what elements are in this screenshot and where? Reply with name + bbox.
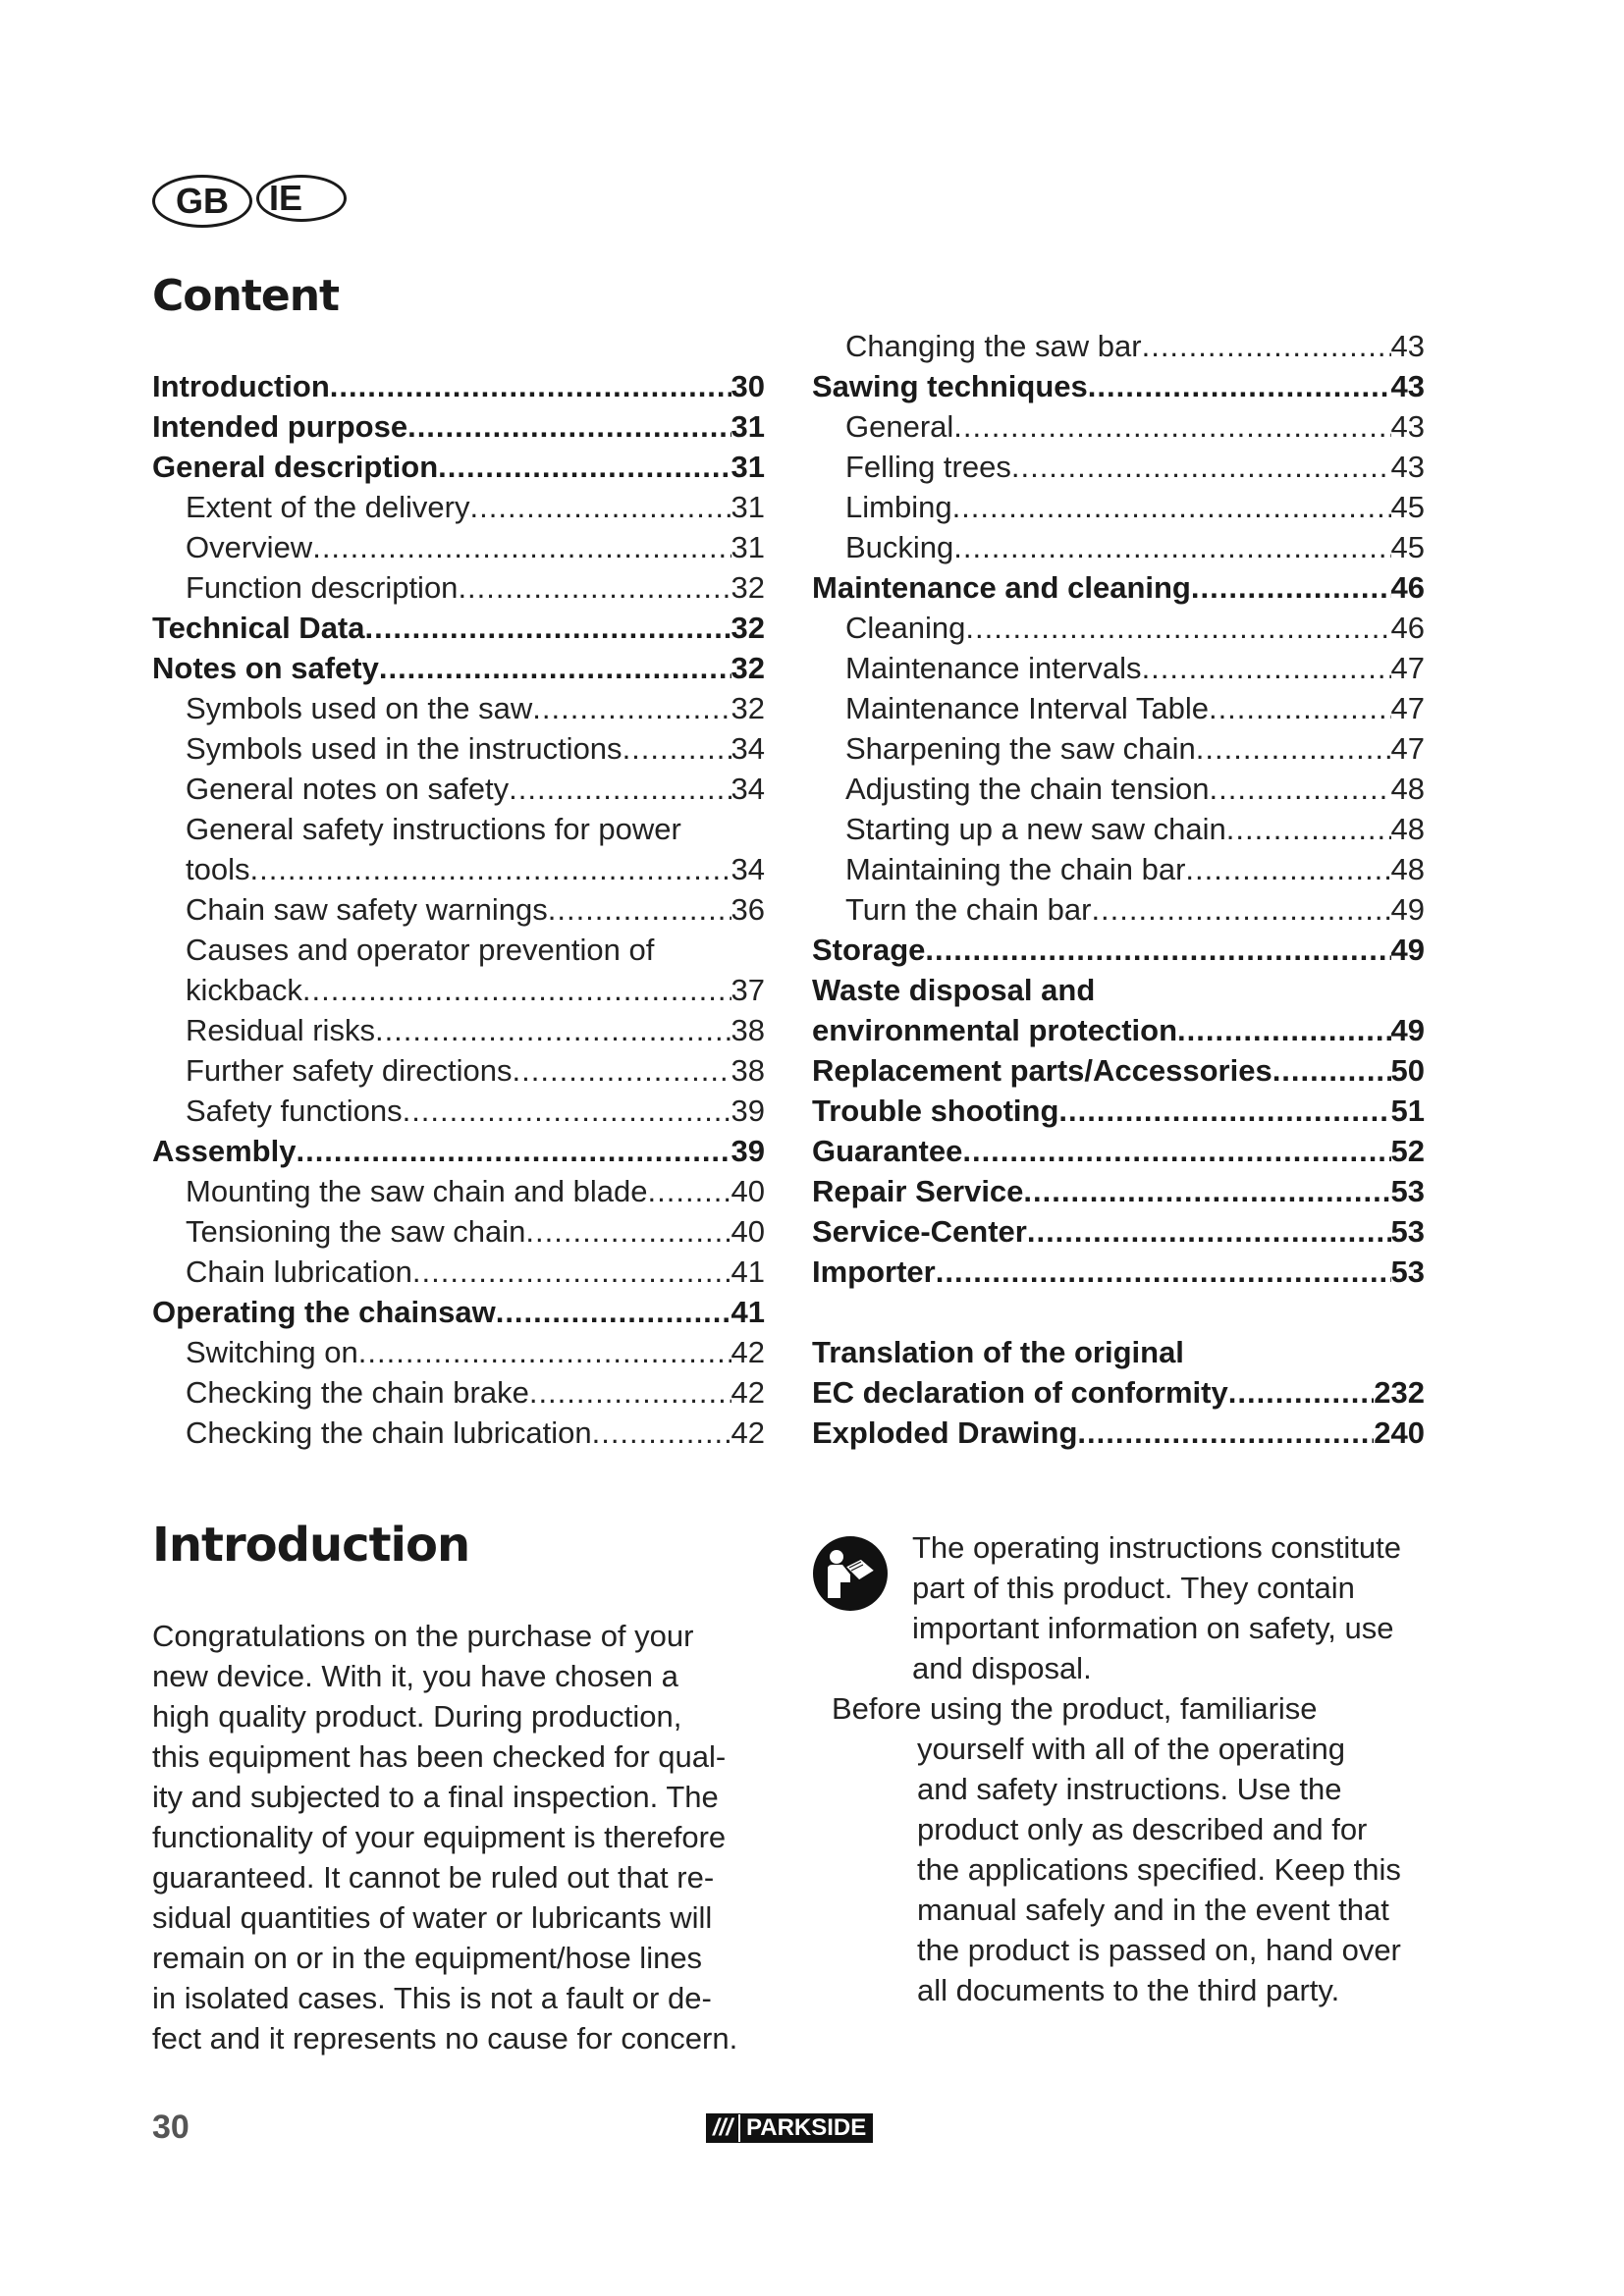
toc-page-number: 42 [731, 1375, 765, 1410]
toc-dot-leader [648, 1171, 731, 1211]
toc-entry[interactable] [152, 970, 765, 1010]
toc-dot-leader [936, 1252, 1391, 1292]
toc-entry-line [812, 970, 1425, 1010]
toc-page-number: 232 [1374, 1375, 1425, 1410]
toc-dot-leader [1177, 1010, 1390, 1050]
text-line: the applications specified. Keep this [917, 1852, 1401, 1887]
text-line: ity and subjected to a final inspection. The [152, 1780, 719, 1814]
toc-entry-label: Checking the chain brake [186, 1375, 529, 1410]
country-badges [152, 175, 347, 228]
toc-dot-leader [953, 527, 1390, 567]
text-line: new device. With it, you have chosen a [152, 1659, 678, 1693]
toc-dot-leader [312, 527, 731, 567]
toc-page-number: 43 [1390, 369, 1425, 403]
toc-dot-leader [525, 1211, 731, 1252]
toc-entry-label: Technical Data [152, 611, 365, 645]
toc-dot-leader [1058, 1091, 1390, 1131]
toc-page-number: 42 [731, 1335, 765, 1369]
toc-entry[interactable] [152, 366, 765, 406]
toc-dot-leader [953, 406, 1390, 447]
toc-page-number: 34 [731, 772, 765, 806]
toc-entry[interactable] [812, 648, 1425, 688]
toc-entry-label: Maintaining the chain bar [845, 852, 1186, 886]
toc-dot-leader [403, 1091, 731, 1131]
toc-entry-label: Service-Center [812, 1214, 1027, 1249]
toc-page-number: 31 [731, 530, 765, 564]
toc-dot-leader [513, 1050, 731, 1091]
toc-entry[interactable] [152, 1131, 765, 1171]
toc-entry-label: Mounting the saw chain and blade [186, 1174, 648, 1208]
toc-entry[interactable] [152, 1091, 765, 1131]
toc-entry-label: tools [186, 852, 250, 886]
toc-dot-leader [1228, 1372, 1375, 1413]
toc-entry-label: Replacement parts/Accessories [812, 1053, 1272, 1088]
toc-page-number: 38 [731, 1053, 765, 1088]
toc-entry-label: Starting up a new saw chain [845, 812, 1226, 846]
toc-dot-leader [1142, 326, 1391, 366]
toc-entry[interactable] [812, 1050, 1425, 1091]
toc-entry-label: Switching on [186, 1335, 358, 1369]
toc-entry[interactable] [152, 1372, 765, 1413]
toc-dot-leader [962, 1131, 1390, 1171]
toc-dot-leader [1077, 1413, 1374, 1453]
toc-dot-leader [1196, 728, 1391, 769]
toc-page-number: 31 [731, 450, 765, 484]
toc-dot-leader [623, 728, 731, 769]
toc-entry-label: Adjusting the chain tension [845, 772, 1210, 806]
toc-entry-label: Chain lubrication [186, 1255, 412, 1289]
toc-entry-label: Operating the chainsaw [152, 1295, 496, 1329]
toc-page-number: 53 [1390, 1255, 1425, 1289]
toc-page-number: 36 [731, 892, 765, 927]
toc-entry[interactable] [152, 648, 765, 688]
toc-page-number: 43 [1390, 450, 1425, 484]
introduction-heading: Introduction [152, 1518, 470, 1573]
toc-dot-leader [1209, 688, 1391, 728]
toc-dot-leader [358, 1332, 731, 1372]
toc-entry[interactable] [152, 487, 765, 527]
toc-page-number: 50 [1390, 1053, 1425, 1088]
text-line: manual safely and in the event that [917, 1893, 1389, 1927]
toc-entry-label: Repair Service [812, 1174, 1024, 1208]
toc-entry-label: Symbols used in the instructions [186, 731, 623, 766]
toc-page-number: 32 [731, 570, 765, 605]
toc-entry-label: Guarantee [812, 1134, 963, 1168]
toc-dot-leader [375, 1010, 731, 1050]
toc-dot-leader [965, 608, 1390, 648]
toc-entry-label: Changing the saw bar [845, 329, 1142, 363]
logo-text: PARKSIDE [746, 2114, 867, 2141]
toc-dot-leader [1210, 769, 1391, 809]
text-line: guaranteed. It cannot be ruled out that re- [152, 1860, 715, 1895]
toc-dot-leader [249, 849, 731, 889]
toc-entry[interactable] [152, 1050, 765, 1091]
toc-entry-label: EC declaration of conformity [812, 1375, 1228, 1410]
introduction-text [152, 1616, 737, 2058]
toc-entry[interactable] [812, 1252, 1425, 1292]
toc-entry[interactable] [812, 406, 1425, 447]
toc-entry-label: Trouble shooting [812, 1094, 1059, 1128]
toc-entry[interactable] [152, 1252, 765, 1292]
text-line: fect and it represents no cause for concern. [152, 2021, 738, 2056]
toc-entry-label: Turn the chain bar [845, 892, 1092, 927]
toc-dot-leader [302, 970, 731, 1010]
text-line: Before using the product, familiarise [832, 1691, 1318, 1726]
toc-dot-leader [379, 648, 731, 688]
text-line: all documents to the third party. [917, 1973, 1340, 2007]
toc-entry-label: Limbing [845, 490, 952, 524]
toc-page-number: 32 [731, 651, 765, 685]
toc-entry[interactable] [152, 688, 765, 728]
toc-dot-leader [529, 1372, 731, 1413]
toc-page-number: 47 [1390, 691, 1425, 725]
toc-entry-label: Maintenance and cleaning [812, 570, 1191, 605]
toc-entry-label: Sharpening the saw chain [845, 731, 1196, 766]
toc-entry[interactable] [152, 769, 765, 809]
toc-entry[interactable] [812, 769, 1425, 809]
toc-entry[interactable] [152, 1171, 765, 1211]
toc-page-number: 30 [731, 369, 765, 403]
toc-dot-leader [1091, 889, 1390, 930]
toc-dot-leader [296, 1131, 731, 1171]
toc-entry-label: Notes on safety [152, 651, 379, 685]
text-line: functionality of your equipment is therefore [152, 1820, 727, 1854]
toc-dot-leader [458, 567, 731, 608]
toc-entry-label: Tensioning the saw chain [186, 1214, 526, 1249]
toc-entry-label: Assembly [152, 1134, 297, 1168]
toc-dot-leader [925, 930, 1390, 970]
toc-entry[interactable] [812, 527, 1425, 567]
toc-page-number: 49 [1390, 1013, 1425, 1047]
text-line: high quality product. During production, [152, 1699, 682, 1734]
toc-page-number: 53 [1390, 1214, 1425, 1249]
toc-entry[interactable] [812, 1372, 1425, 1413]
toc-page-number: 43 [1390, 409, 1425, 444]
toc-entry-label: Further safety directions [186, 1053, 513, 1088]
toc-dot-leader [1023, 1171, 1390, 1211]
text-line: and safety instructions. Use the [917, 1772, 1342, 1806]
toc-entry-label: Symbols used on the saw [186, 691, 533, 725]
toc-entry[interactable] [152, 406, 765, 447]
toc-entry-label: Storage [812, 933, 926, 967]
toc-entry[interactable] [812, 1171, 1425, 1211]
content-heading: Content [152, 271, 340, 321]
toc-dot-leader [438, 447, 731, 487]
toc-entry-label: Residual risks [186, 1013, 375, 1047]
toc-page-number: 32 [731, 611, 765, 645]
toc-dot-leader [1191, 567, 1391, 608]
page-number: 30 [152, 2109, 189, 2146]
toc-entry[interactable] [152, 849, 765, 889]
text-line: product only as described and for [917, 1812, 1368, 1846]
toc-page-number: 41 [731, 1295, 765, 1329]
toc-entry-line [152, 930, 765, 970]
toc-page-number: 53 [1390, 1174, 1425, 1208]
toc-entry-label: Importer [812, 1255, 936, 1289]
toc-entry[interactable] [812, 688, 1425, 728]
toc-entry-label: Overview [186, 530, 313, 564]
toc-entry[interactable] [812, 487, 1425, 527]
toc-entry[interactable] [812, 809, 1425, 849]
toc-dot-leader [592, 1413, 731, 1453]
parkside-logo [706, 2113, 873, 2143]
toc-entry[interactable] [152, 728, 765, 769]
toc-entry[interactable] [152, 527, 765, 567]
toc-entry[interactable] [812, 366, 1425, 406]
toc-entry[interactable] [812, 1131, 1425, 1171]
text-line: important information on safety, use [912, 1611, 1394, 1645]
text-line: yourself with all of the operating [917, 1732, 1345, 1766]
toc-page-number: 42 [731, 1415, 765, 1450]
toc-dot-leader [412, 1252, 731, 1292]
text-line: The operating instructions constitute [912, 1530, 1401, 1565]
toc-page-number: 34 [731, 731, 765, 766]
toc-dot-leader [952, 487, 1391, 527]
toc-dot-leader [509, 769, 731, 809]
text-line: remain on or in the equipment/hose lines [152, 1941, 703, 1975]
toc-page-number: 46 [1390, 611, 1425, 645]
toc-page-number: 31 [731, 490, 765, 524]
toc-entry-label: Translation of the original [812, 1335, 1184, 1369]
toc-dot-leader [407, 406, 731, 447]
toc-page-number: 48 [1390, 812, 1425, 846]
toc-entry[interactable] [812, 930, 1425, 970]
text-line: part of this product. They contain [912, 1571, 1355, 1605]
toc-entry-label: Bucking [845, 530, 954, 564]
toc-entry[interactable] [812, 326, 1425, 366]
toc-entry-label: Causes and operator prevention of [186, 933, 655, 967]
toc-page-number: 41 [731, 1255, 765, 1289]
toc-dot-leader [1027, 1211, 1391, 1252]
toc-entry-label: General safety instructions for power [186, 812, 681, 846]
country-badge-ie: IE [256, 175, 347, 222]
text-line: the product is passed on, hand over [917, 1933, 1401, 1967]
toc-entry[interactable] [152, 1332, 765, 1372]
toc-entry-label: Felling trees [845, 450, 1011, 484]
toc-page-number: 52 [1390, 1134, 1425, 1168]
toc-page-number: 43 [1390, 329, 1425, 363]
toc-entry-label: environmental protection [812, 1013, 1178, 1047]
toc-dot-leader [1185, 849, 1390, 889]
toc-entry-label: Maintenance Interval Table [845, 691, 1209, 725]
toc-page-number: 39 [731, 1134, 765, 1168]
toc-page-number: 38 [731, 1013, 765, 1047]
toc-entry-label: Sawing techniques [812, 369, 1088, 403]
toc-entry-line [152, 809, 765, 849]
toc-entry[interactable] [812, 728, 1425, 769]
toc-entry[interactable] [812, 1211, 1425, 1252]
toc-dot-leader [1088, 366, 1391, 406]
toc-entry[interactable] [812, 1413, 1425, 1453]
toc-entry[interactable] [812, 1010, 1425, 1050]
toc-spacer [812, 1292, 1425, 1332]
toc-page-number: 240 [1374, 1415, 1425, 1450]
toc-entry-label: Exploded Drawing [812, 1415, 1078, 1450]
text-line: sidual quantities of water or lubricants will [152, 1900, 713, 1935]
toc-entry[interactable] [152, 608, 765, 648]
toc-entry-label: Extent of the delivery [186, 490, 470, 524]
toc-dot-leader [532, 688, 731, 728]
toc-entry[interactable] [152, 1211, 765, 1252]
toc-entry[interactable] [812, 447, 1425, 487]
toc-dot-leader [365, 608, 731, 648]
toc-page-number: 32 [731, 691, 765, 725]
toc-page-number: 45 [1390, 530, 1425, 564]
toc-dot-leader [548, 889, 731, 930]
text-line: and disposal. [912, 1651, 1092, 1685]
toc-entry[interactable] [152, 1413, 765, 1453]
toc-dot-leader [470, 487, 731, 527]
toc-entry[interactable] [812, 889, 1425, 930]
toc-entry[interactable] [152, 1010, 765, 1050]
toc-entry-label: General notes on safety [186, 772, 510, 806]
manual-notice-text [832, 1527, 1401, 2010]
toc-page-number: 47 [1390, 731, 1425, 766]
toc-entry-label: Maintenance intervals [845, 651, 1142, 685]
toc-entry-label: Chain saw safety warnings [186, 892, 548, 927]
toc-page-number: 48 [1390, 852, 1425, 886]
toc-entry-label: Introduction [152, 369, 330, 403]
toc-dot-leader [1226, 809, 1391, 849]
toc-entry-label: Cleaning [845, 611, 966, 645]
toc-entry-label: Function description [186, 570, 459, 605]
country-badge-gb: GB [152, 175, 252, 228]
toc-entry[interactable] [812, 567, 1425, 608]
toc-entry-label: General [845, 409, 954, 444]
toc-page-number: 34 [731, 852, 765, 886]
toc-page-number: 46 [1390, 570, 1425, 605]
toc-dot-leader [1011, 447, 1391, 487]
toc-page-number: 49 [1390, 892, 1425, 927]
toc-page-number: 40 [731, 1214, 765, 1249]
logo-mark: /// [707, 2114, 740, 2142]
toc-entry[interactable] [152, 1292, 765, 1332]
text-line: Congratulations on the purchase of your [152, 1619, 694, 1653]
toc-right-column [812, 326, 1425, 1453]
toc-page-number: 39 [731, 1094, 765, 1128]
toc-entry[interactable] [152, 889, 765, 930]
toc-left-column [152, 366, 765, 1453]
toc-entry[interactable] [812, 1091, 1425, 1131]
toc-entry[interactable] [812, 608, 1425, 648]
toc-dot-leader [1272, 1050, 1391, 1091]
toc-entry-label: kickback [186, 973, 302, 1007]
toc-entry-label: Safety functions [186, 1094, 403, 1128]
text-line: this equipment has been checked for qual- [152, 1739, 727, 1774]
toc-entry-line [812, 1332, 1425, 1372]
toc-page-number: 49 [1390, 933, 1425, 967]
toc-page-number: 37 [731, 973, 765, 1007]
toc-page-number: 51 [1390, 1094, 1425, 1128]
toc-entry[interactable] [812, 849, 1425, 889]
toc-entry-label: Checking the chain lubrication [186, 1415, 592, 1450]
toc-entry-label: Waste disposal and [812, 973, 1096, 1007]
toc-entry[interactable] [152, 447, 765, 487]
toc-entry[interactable] [152, 567, 765, 608]
toc-dot-leader [330, 366, 731, 406]
toc-entry-label: General description [152, 450, 439, 484]
toc-dot-leader [496, 1292, 731, 1332]
toc-dot-leader [1142, 648, 1391, 688]
toc-page-number: 40 [731, 1174, 765, 1208]
toc-page-number: 48 [1390, 772, 1425, 806]
toc-page-number: 45 [1390, 490, 1425, 524]
toc-page-number: 31 [731, 409, 765, 444]
text-line: in isolated cases. This is not a fault or de- [152, 1981, 712, 2015]
toc-entry-label: Intended purpose [152, 409, 408, 444]
toc-page-number: 47 [1390, 651, 1425, 685]
